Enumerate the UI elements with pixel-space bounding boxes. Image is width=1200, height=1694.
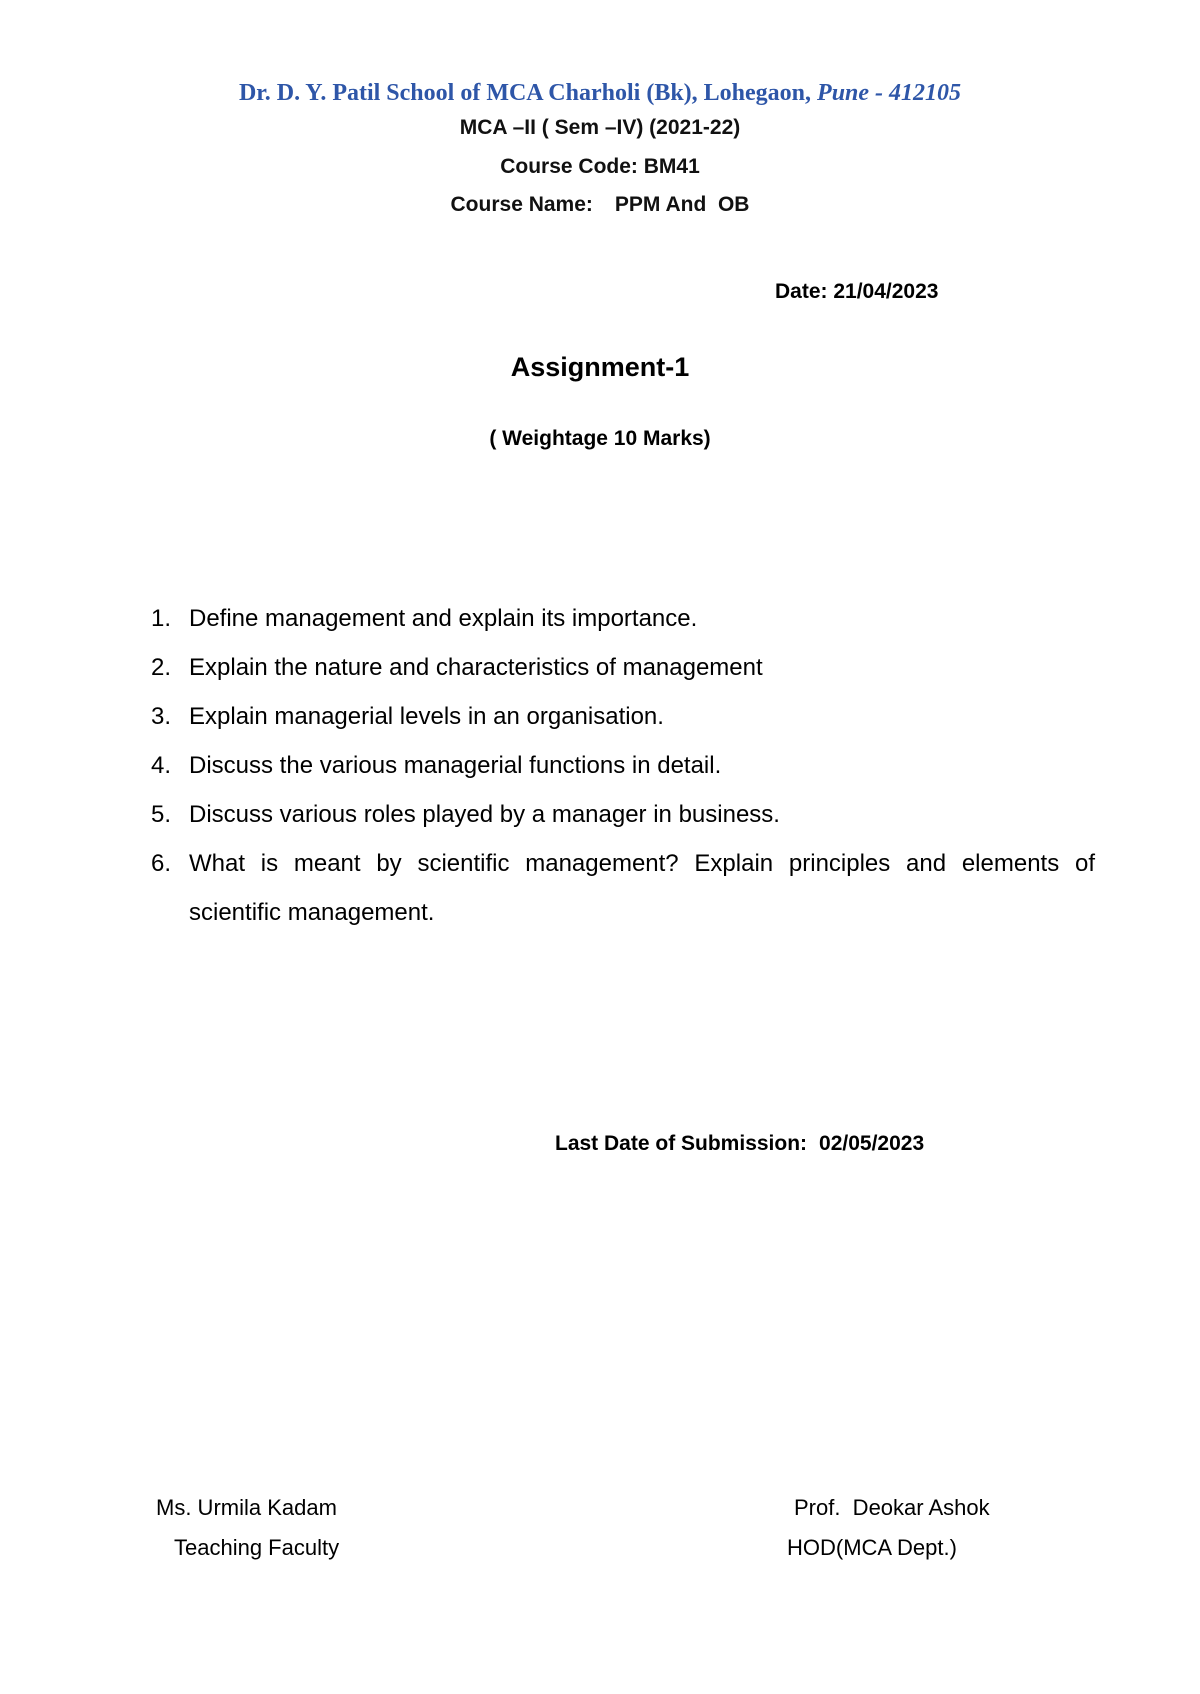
course-name-line [0, 193, 1200, 217]
faculty-name: Ms. Urmila Kadam [156, 1495, 337, 1520]
question-number: 6. [151, 850, 172, 877]
question-text: Define management and explain its importance. [189, 605, 698, 632]
submission-label: Last Date of Submission: [555, 1132, 808, 1155]
question-text: Discuss the various managerial functions in detail. [189, 752, 722, 779]
question-text: Explain the nature and characteristics of management [189, 654, 763, 681]
institution-header [0, 80, 1200, 107]
issue-date: Date: 21/04/2023 [775, 280, 939, 303]
submission-deadline [555, 1132, 924, 1156]
question-text: Explain managerial levels in an organisation. [189, 703, 664, 730]
question-item [151, 741, 1095, 790]
institution-name: Dr. D. Y. Patil School of MCA Charholi (Bk), Lohegaon, [238, 80, 812, 106]
submission-date: 02/05/2023 [819, 1132, 925, 1155]
course-name-value: PPM And OB [614, 193, 750, 216]
course-code: Course Code: BM41 [500, 155, 700, 178]
question-number: 4. [151, 752, 172, 779]
question-text: Discuss various roles played by a manager in business. [189, 801, 780, 828]
program-line: MCA –II ( Sem –IV) (2021-22) [459, 116, 741, 139]
weightage: ( Weightage 10 Marks) [489, 427, 711, 450]
assignment-title: Assignment-1 [510, 352, 690, 382]
institution-city: Pune - 412105 [817, 80, 962, 106]
question-text: What is meant by scientific management? Explain principles and elements of scientific management. [189, 850, 1095, 926]
question-item [151, 839, 1095, 937]
question-number: 3. [151, 703, 172, 730]
question-item [151, 692, 1095, 741]
question-number: 2. [151, 654, 172, 681]
question-item [151, 643, 1095, 692]
question-item [151, 790, 1095, 839]
hod-role: HOD(MCA Dept.) [787, 1535, 957, 1560]
hod-name: Prof. Deokar Ashok [794, 1495, 990, 1520]
faculty-role: Teaching Faculty [174, 1535, 340, 1560]
course-name-label: Course Name: [450, 193, 593, 216]
question-list [151, 594, 1095, 937]
question-item [151, 594, 1095, 643]
question-number: 5. [151, 801, 172, 828]
question-number: 1. [151, 605, 172, 632]
